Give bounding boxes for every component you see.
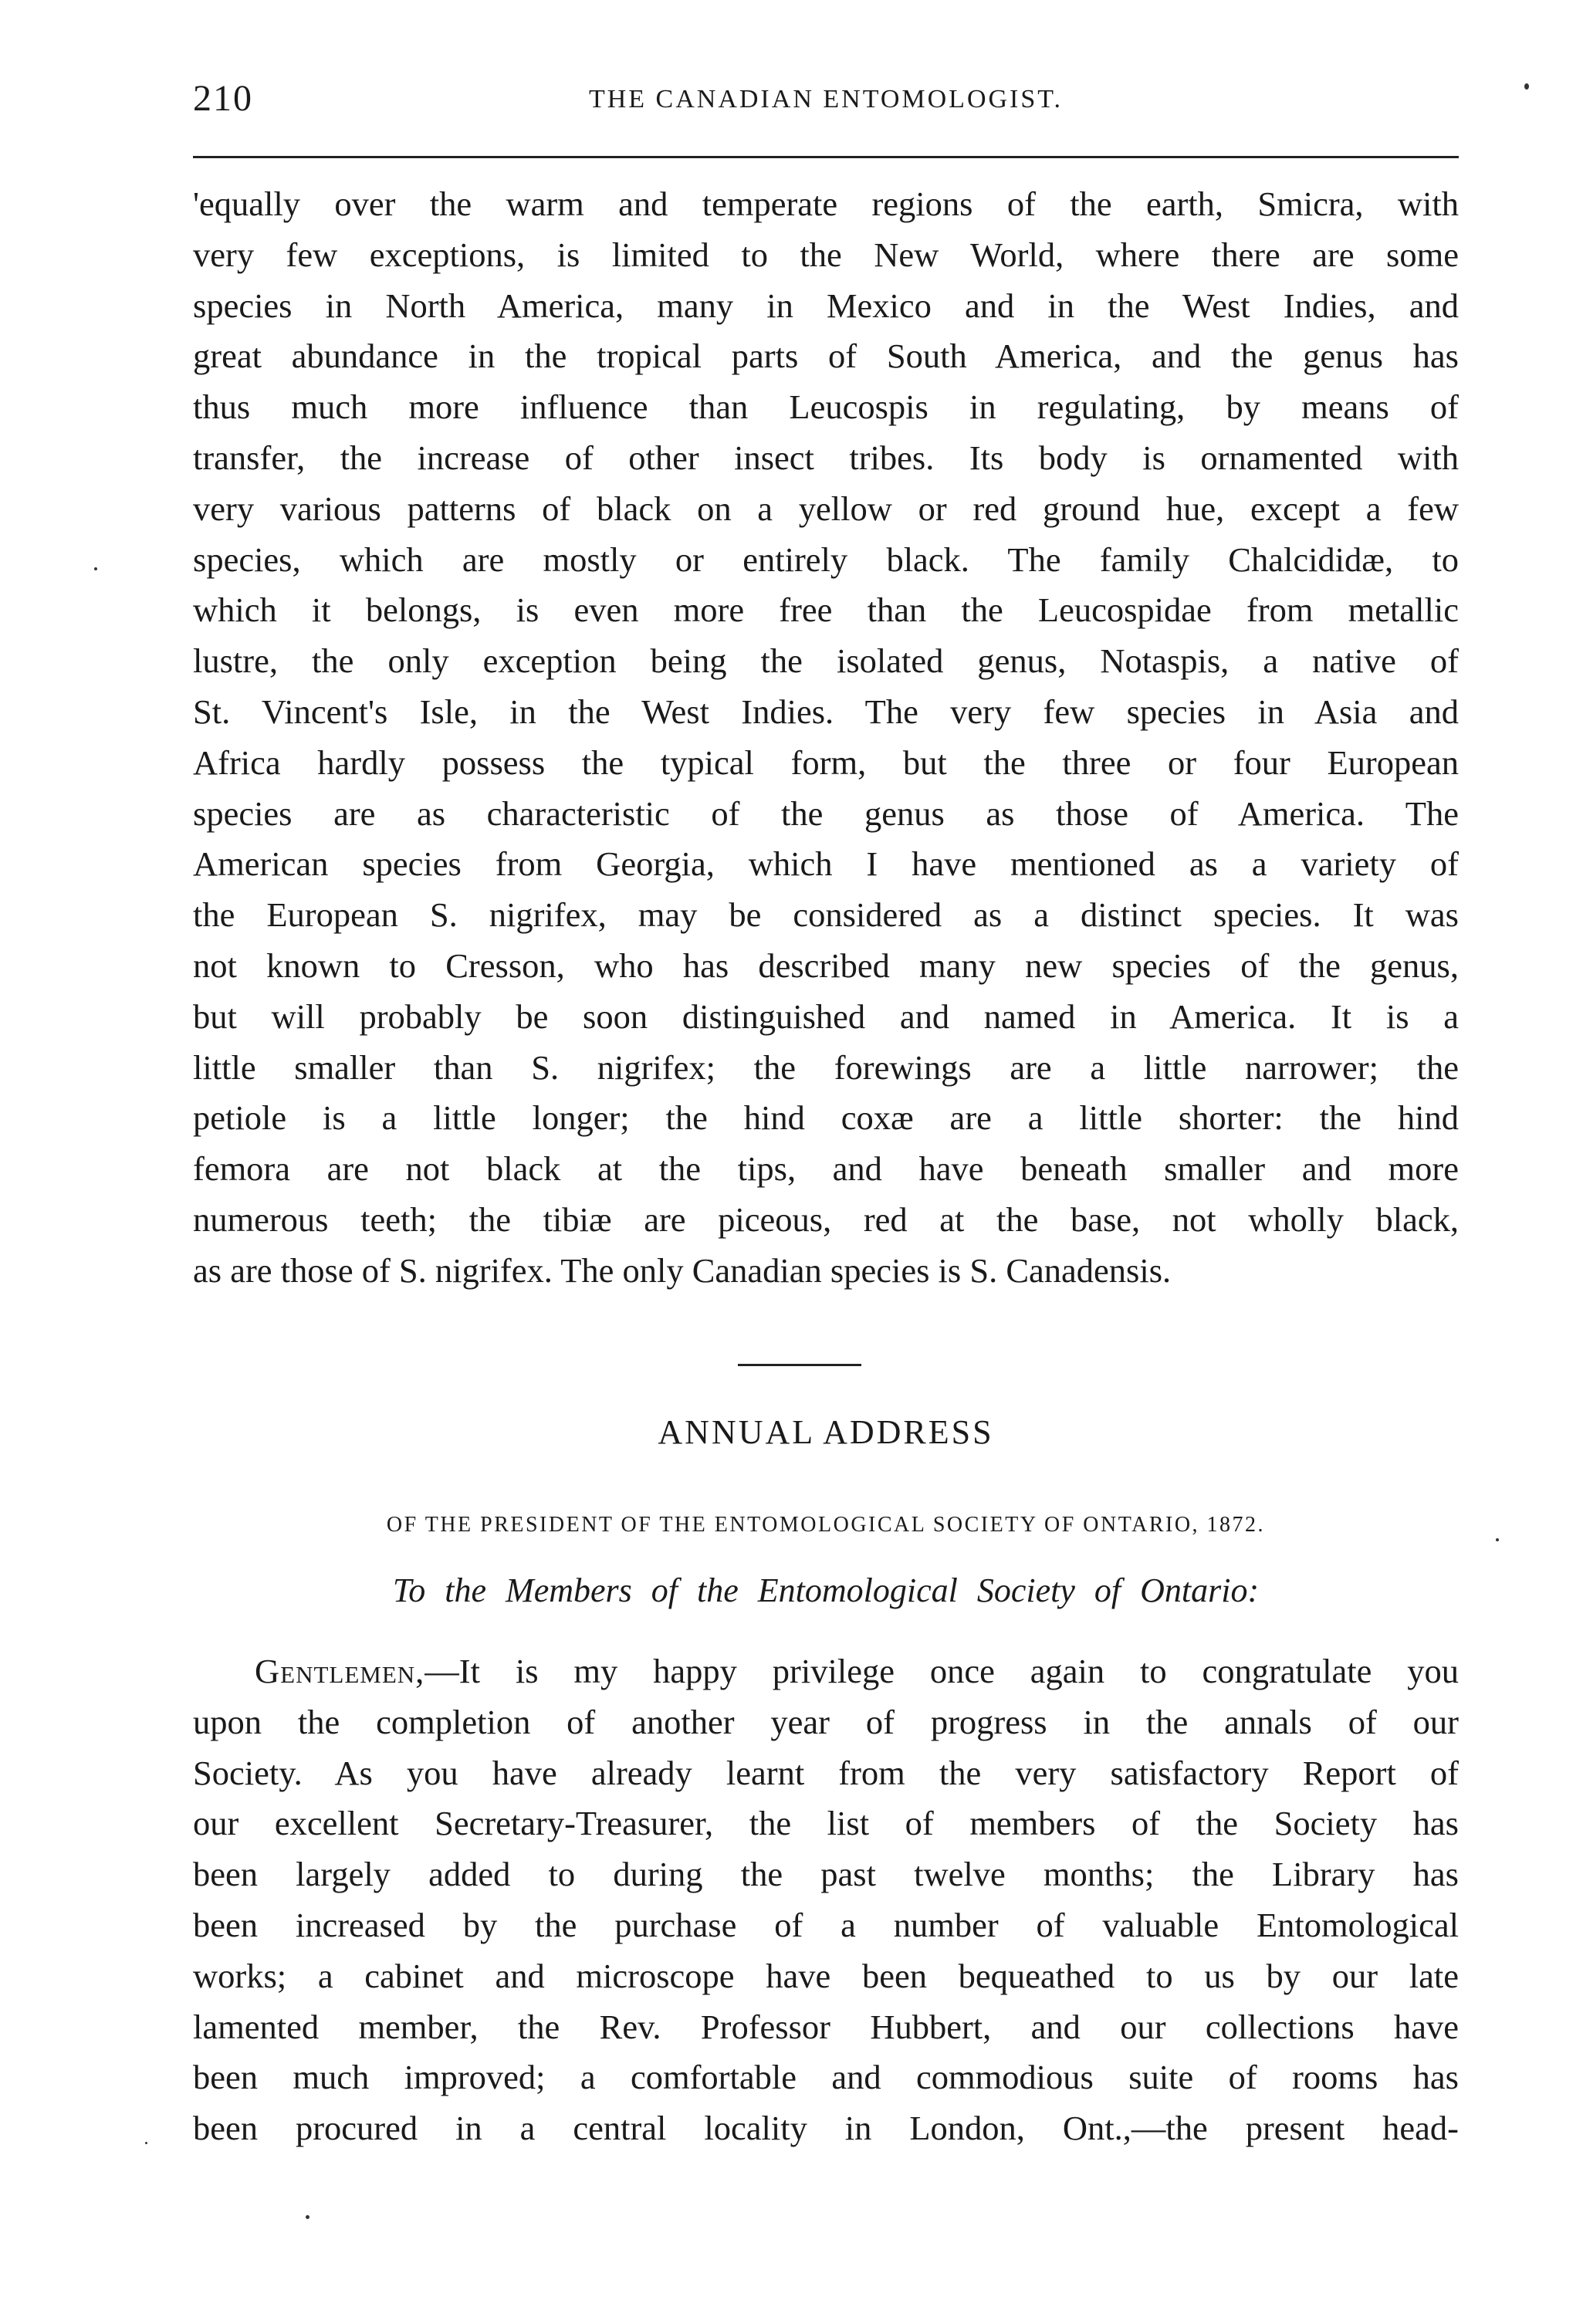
text-line: very few exceptions, is limited to the New World, where there are some [193, 235, 1459, 274]
text-line: been increased by the purchase of a number of valuable Entomological [193, 1905, 1459, 1944]
text-line: our excellent Secretary-Treasurer, the list of members of the Society has [193, 1804, 1459, 1843]
running-head [193, 77, 1459, 131]
text-line: American species from Georgia, which I have mentioned as a variety of [193, 844, 1459, 884]
journal-title: THE CANADIAN ENTOMOLOGIST. [588, 85, 1064, 113]
address-subtitle: OF THE PRESIDENT OF THE ENTOMOLOGICAL SOCIETY OF ONTARIO, 1872. [386, 1513, 1266, 1537]
text-line: works; a cabinet and microscope have been bequeathed to us by our late [193, 1956, 1459, 1995]
text-line: thus much more influence than Leucospis in regulating, by means of [193, 387, 1459, 427]
address-salutation: To the Members of the Entomological Society of Ontario: [392, 1571, 1260, 1609]
article-continued [193, 179, 1459, 1297]
text-line: Africa hardly possess the typical form, but the three or four European [193, 743, 1459, 782]
print-speck [306, 2215, 309, 2219]
text-line: but will probably be soon distinguished and named in America. It is a [193, 996, 1459, 1036]
text-line: species are as characteristic of the genus as those of America. The [193, 793, 1459, 833]
text-line: St. Vincent's Isle, in the West Indies. The very few species in Asia and [193, 692, 1459, 731]
text-line: Society. As you have already learnt from the very satisfactory Report of [193, 1753, 1459, 1792]
text-line: 'equally over the warm and temperate regions of the earth, Smicra, with [193, 184, 1459, 223]
text-line: as are those of S. nigrifex. The only Canadian species is S. Canadensis. [193, 1250, 1172, 1290]
text-line: been procured in a central locality in London, Ont.,—the present head- [193, 2109, 1459, 2148]
print-speck [1524, 83, 1529, 90]
text-line: lustre, the only exception being the isolated genus, Notaspis, a native of [193, 641, 1459, 681]
print-speck [1496, 1538, 1499, 1541]
text-line: numerous teeth; the tibiæ are piceous, red at the base, not wholly black, [193, 1199, 1459, 1239]
print-speck [94, 567, 97, 570]
text-line: upon the completion of another year of progress in the annals of our [193, 1702, 1459, 1741]
text-line: species, which are mostly or entirely black. The family Chalcididæ, to [193, 540, 1459, 579]
text-line: been largely added to during the past twelve months; the Library has [193, 1855, 1459, 1894]
text-line: been much improved; a comfortable and commodious suite of rooms has [193, 2058, 1459, 2097]
text-line: not known to Cresson, who has described many new species of the genus, [193, 945, 1459, 985]
address-title: ANNUAL ADDRESS [658, 1413, 994, 1451]
text-line: lamented member, the Rev. Professor Hubbert, and our collections have [193, 2007, 1459, 2046]
text-line: the European S. nigrifex, may be considered as a distinct species. It was [193, 895, 1459, 935]
text-line: very various patterns of black on a yellow or red ground hue, except a few [193, 489, 1459, 528]
page-number: 210 [193, 78, 253, 119]
print-speck [145, 2142, 147, 2144]
opening-word: Gentlemen, [255, 1652, 425, 1690]
text-line: which it belongs, is even more free than the Leucospidae from metallic [193, 590, 1459, 630]
first-line-rest: —It is my happy privilege once again to congratulate you [425, 1652, 1459, 1690]
text-line: petiole is a little longer; the hind coxæ are a little shorter: the hind [193, 1098, 1459, 1138]
text-line: transfer, the increase of other insect tribes. Its body is ornamented with [193, 438, 1459, 477]
header-rule [193, 156, 1459, 158]
text-line: great abundance in the tropical parts of South America, and the genus has [193, 337, 1459, 376]
text-line-first [193, 1646, 1459, 1697]
text-line: species in North America, many in Mexico and in the West Indies, and [193, 286, 1459, 325]
text-line: femora are not black at the tips, and have beneath smaller and more [193, 1149, 1459, 1189]
section-divider [738, 1364, 861, 1366]
text-line: little smaller than S. nigrifex; the forewings are a little narrower; the [193, 1047, 1459, 1087]
address-body [193, 1646, 1459, 2154]
